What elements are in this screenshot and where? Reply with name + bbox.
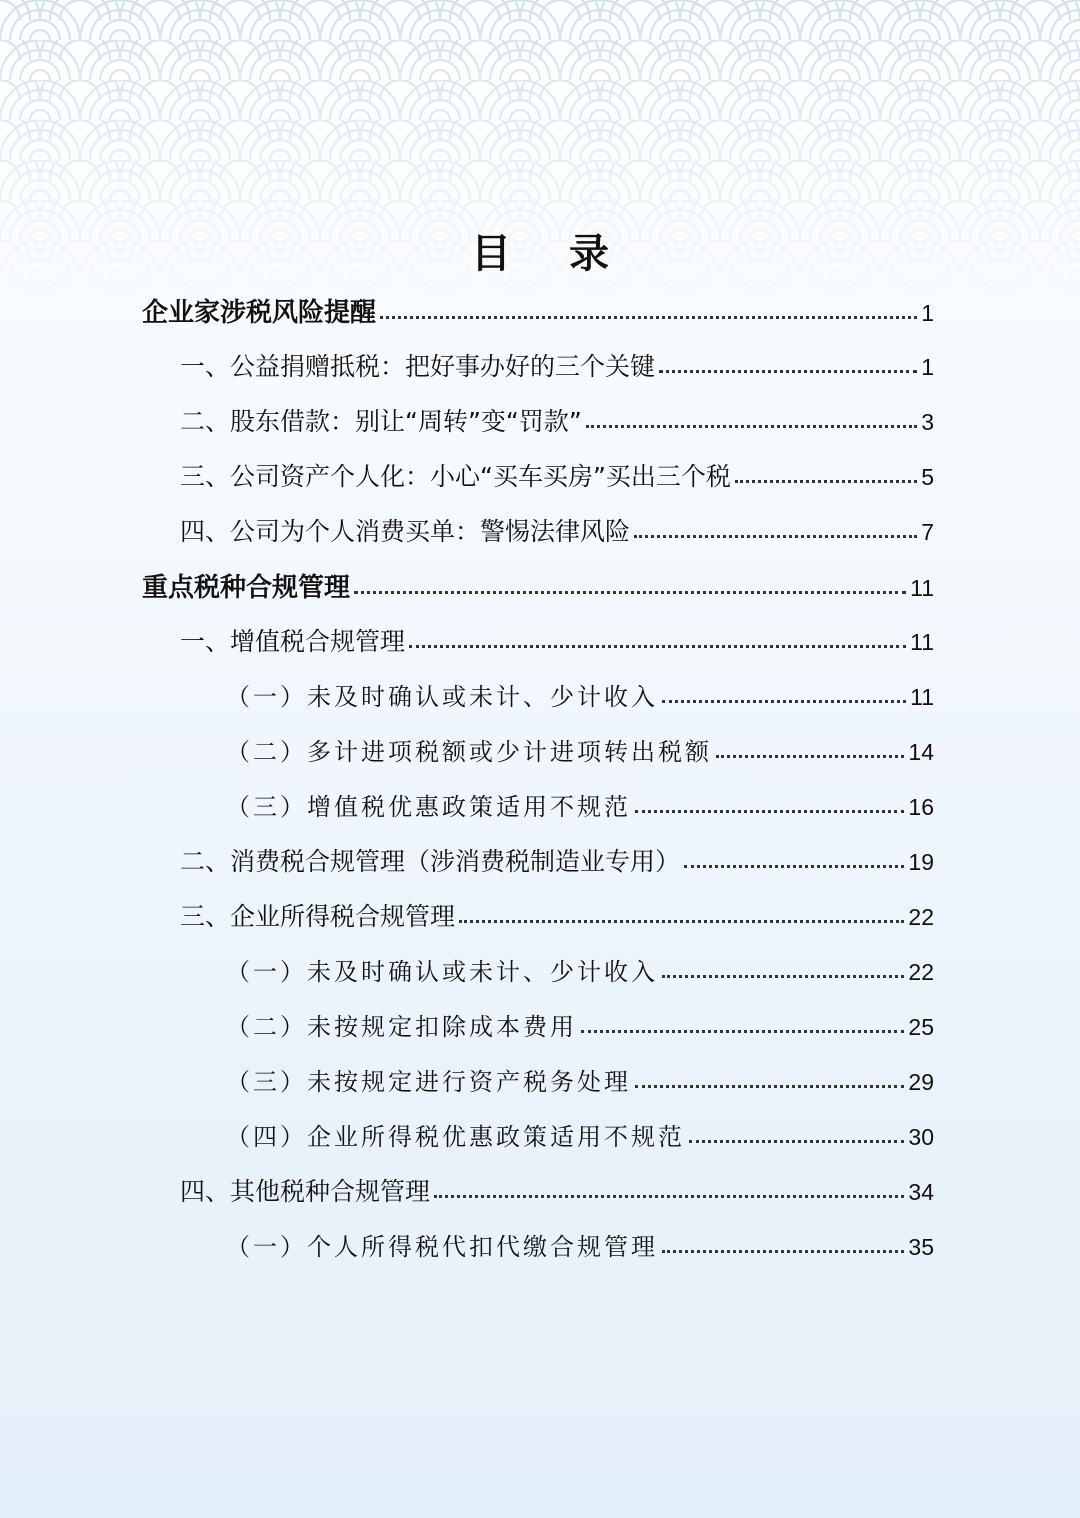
- toc-entry[interactable]: [0, 292, 1080, 347]
- toc-dot-leader: [459, 919, 904, 923]
- toc-entry-title: 二、股东借款：别让“周转”变“罚款”: [180, 407, 582, 436]
- toc-page-number: 11: [910, 684, 934, 710]
- toc-dot-leader: [380, 315, 917, 319]
- toc-dot-leader: [635, 1084, 904, 1088]
- toc-page-number: 5: [921, 464, 934, 490]
- toc-dot-leader: [659, 369, 917, 373]
- toc-page-number: 34: [908, 1179, 934, 1205]
- toc-entry-title: （一）个人所得税代扣代缴合规管理: [226, 1233, 658, 1261]
- toc-page-number: 35: [908, 1234, 934, 1260]
- toc-entry[interactable]: [0, 677, 1080, 732]
- toc-dot-leader: [684, 864, 904, 868]
- toc-entry[interactable]: [0, 952, 1080, 1007]
- toc-entry[interactable]: [0, 512, 1080, 567]
- toc-entry-title: 三、公司资产个人化：小心“买车买房”买出三个税: [180, 462, 731, 491]
- toc-page-number: 22: [908, 904, 934, 930]
- toc-entry[interactable]: [0, 622, 1080, 677]
- toc-entry[interactable]: [0, 787, 1080, 842]
- toc-entry[interactable]: [0, 402, 1080, 457]
- toc-page-number: 29: [908, 1069, 934, 1095]
- toc-dot-leader: [662, 1249, 904, 1253]
- toc-entry[interactable]: [0, 1007, 1080, 1062]
- toc-page-number: 25: [908, 1014, 934, 1040]
- toc-entry-title: （一）未及时确认或未计、少计收入: [226, 683, 658, 711]
- toc-entry-title: 四、其他税种合规管理: [180, 1177, 431, 1206]
- toc-dot-leader: [434, 1194, 904, 1198]
- toc-dot-leader: [662, 974, 904, 978]
- toc-entry[interactable]: [0, 1172, 1080, 1227]
- toc-entry[interactable]: [0, 1227, 1080, 1282]
- toc-entry-title: 一、公益捐赠抵税：把好事办好的三个关键: [180, 352, 656, 381]
- toc-dot-leader: [634, 534, 917, 538]
- toc-entry[interactable]: [0, 347, 1080, 402]
- toc-entry[interactable]: [0, 1117, 1080, 1172]
- toc-dot-leader: [586, 424, 917, 428]
- toc-entry-title: （三）增值税优惠政策适用不规范: [226, 793, 631, 821]
- toc-dot-leader: [354, 590, 906, 594]
- toc-page-number: 1: [921, 354, 934, 380]
- toc-page-number: 7: [921, 519, 934, 545]
- toc-entry-title: 三、企业所得税合规管理: [180, 902, 456, 931]
- toc-entry-title: （一）未及时确认或未计、少计收入: [226, 958, 658, 986]
- table-of-contents: [0, 292, 1080, 1282]
- toc-page-number: 14: [908, 739, 934, 765]
- toc-entry-title: 重点税种合规管理: [142, 573, 351, 603]
- toc-entry[interactable]: [0, 457, 1080, 512]
- toc-page-number: 19: [908, 849, 934, 875]
- toc-entry-title: （四）企业所得税优惠政策适用不规范: [226, 1123, 685, 1151]
- toc-entry-title: 企业家涉税风险提醒: [142, 298, 377, 328]
- toc-dot-leader: [635, 809, 904, 813]
- toc-entry-title: 二、消费税合规管理（涉消费税制造业专用）: [180, 847, 681, 876]
- toc-page-number: 30: [908, 1124, 934, 1150]
- toc-entry[interactable]: [0, 567, 1080, 622]
- toc-entry-title: （二）未按规定扣除成本费用: [226, 1013, 577, 1041]
- toc-entry[interactable]: [0, 897, 1080, 952]
- toc-dot-leader: [662, 699, 906, 703]
- toc-entry-title: （三）未按规定进行资产税务处理: [226, 1068, 631, 1096]
- toc-entry-title: 四、公司为个人消费买单：警惕法律风险: [180, 517, 631, 546]
- toc-entry-title: （二）多计进项税额或少计进项转出税额: [226, 738, 712, 766]
- toc-dot-leader: [581, 1029, 904, 1033]
- toc-page-number: 11: [910, 629, 934, 655]
- toc-dot-leader: [735, 479, 917, 483]
- toc-entry[interactable]: [0, 1062, 1080, 1117]
- toc-dot-leader: [409, 644, 906, 648]
- toc-page-number: 11: [910, 575, 934, 601]
- toc-dot-leader: [689, 1139, 904, 1143]
- toc-page-number: 22: [908, 959, 934, 985]
- toc-page-number: 3: [921, 409, 934, 435]
- page-title: 目 录: [471, 230, 631, 277]
- toc-entry[interactable]: [0, 732, 1080, 787]
- toc-page-number: 1: [921, 300, 934, 326]
- toc-entry[interactable]: [0, 842, 1080, 897]
- toc-page-number: 16: [908, 794, 934, 820]
- toc-entry-title: 一、增值税合规管理: [180, 627, 406, 656]
- toc-dot-leader: [716, 754, 904, 758]
